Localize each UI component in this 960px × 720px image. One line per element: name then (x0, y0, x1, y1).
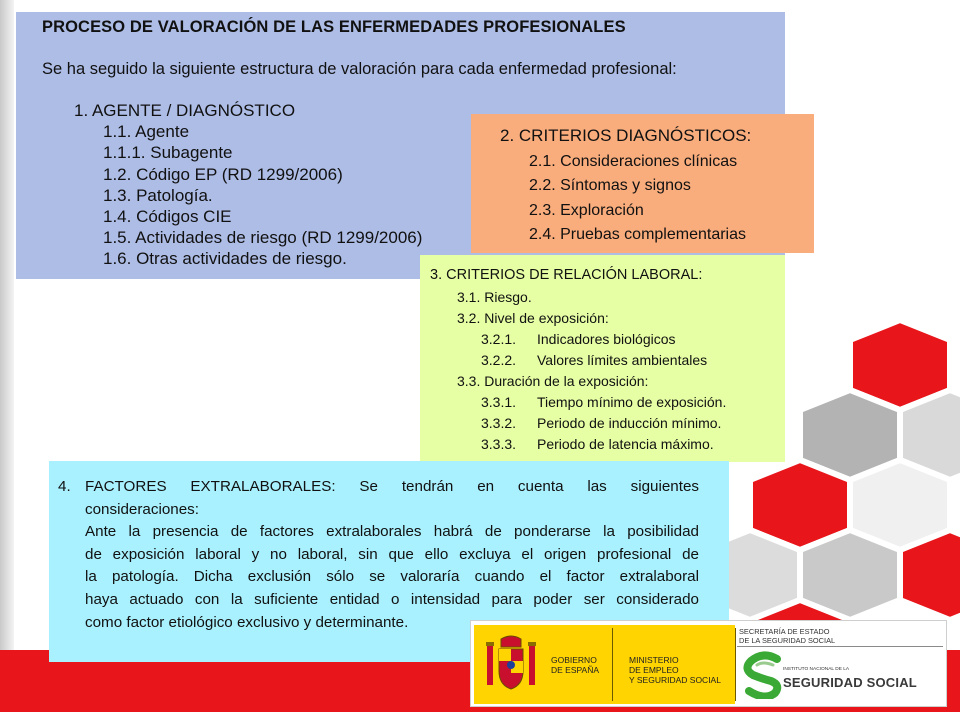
ministerio-line: DE EMPLEO (629, 665, 679, 675)
subitem-number: 3.3.3. (481, 436, 517, 452)
page-title: PROCESO DE VALORACIÓN DE LAS ENFERMEDADES PROFESIONALES (42, 18, 626, 36)
subitem-text: Valores límites ambientales (537, 352, 708, 368)
paragraph-line: de exposición laboral y no laboral, sin que ello excluya el origen profesional de (85, 545, 699, 563)
paragraph-line: consideraciones: (85, 500, 199, 518)
section3-subitem (481, 415, 721, 431)
seguridad-social-logo-icon (741, 649, 783, 699)
ministerio-line: Y SEGURIDAD SOCIAL (629, 675, 721, 685)
subitem-text: Indicadores biológicos (537, 331, 676, 347)
gobierno-line: GOBIERNO (551, 655, 597, 665)
section1-item: 1.6. Otras actividades de riesgo. (103, 249, 347, 268)
secretaria-text (739, 627, 835, 645)
section3-item: 3.1. Riesgo. (457, 289, 532, 305)
section1-item: 1.5. Actividades de riesgo (RD 1299/2006) (103, 228, 423, 247)
section2-item: 2.2. Síntomas y signos (529, 177, 691, 194)
section3-item: 3.2. Nivel de exposición: (457, 310, 609, 326)
section1-item: 1.2. Código EP (RD 1299/2006) (103, 165, 343, 184)
paragraph-line: Ante la presencia de factores extralaborales habrá de ponderarse la posibilidad (85, 523, 699, 541)
section3-subitem (481, 436, 714, 452)
subitem-number: 3.2.2. (481, 352, 517, 368)
section-criterios-relacion-laboral (420, 255, 785, 462)
ministerio-line: MINISTERIO (629, 655, 679, 665)
intro-text: Se ha seguido la siguiente estructura de valoración para cada enfermedad profesional: (42, 60, 677, 78)
section1-heading: 1. AGENTE / DIAGNÓSTICO (74, 101, 296, 120)
ministerio-text (629, 655, 721, 685)
section1-item: 1.1. Agente (103, 122, 190, 141)
section2-item: 2.1. Consideraciones clínicas (529, 153, 738, 170)
secretaria-line: SECRETARÍA DE ESTADO (739, 627, 830, 636)
instituto-text: INSTITUTO NACIONAL DE LA (783, 667, 850, 672)
subitem-number: 3.3.1. (481, 394, 517, 410)
section2-item: 2.3. Exploración (529, 202, 644, 219)
paragraph-line: la patología. Dicha exclusión sólo se valoraría cuando el factor extralaboral (85, 568, 699, 586)
section3-subitem (481, 394, 726, 410)
section-criterios-diagnosticos (471, 114, 814, 253)
subitem-number: 3.2.1. (481, 331, 517, 347)
section3-subitem (481, 331, 676, 347)
section3-subitem (481, 352, 707, 368)
seguridad-social-text: SEGURIDAD SOCIAL (783, 675, 917, 690)
left-shadow (0, 0, 14, 720)
section1-item: 1.3. Patología. (103, 186, 213, 205)
section4-number: 4. (58, 478, 71, 495)
subitem-text: Periodo de inducción mínimo. (537, 415, 722, 431)
section3-heading: 3. CRITERIOS DE RELACIÓN LABORAL: (430, 267, 703, 283)
logo-divider (735, 628, 736, 701)
section3-item: 3.3. Duración de la exposición: (457, 373, 649, 389)
subitem-number: 3.3.2. (481, 415, 517, 431)
government-logo-block (470, 620, 947, 707)
secretaria-line: DE LA SEGURIDAD SOCIAL (739, 636, 836, 646)
paragraph-line: como factor etiológico exclusivo y determinante. (85, 613, 409, 631)
paragraph-line: FACTORES EXTRALABORALES: Se tendrán en cuenta las siguientes (85, 478, 699, 495)
section2-heading: 2. CRITERIOS DIAGNÓSTICOS: (500, 126, 752, 145)
paragraph-line: haya actuado con la suficiente entidad o intensidad para poder ser considerado (85, 590, 699, 608)
section1-item: 1.1.1. Subagente (103, 143, 233, 162)
gobierno-text (551, 655, 599, 675)
coat-of-arms-icon (485, 635, 537, 693)
subitem-text: Periodo de latencia máximo. (537, 436, 714, 452)
secretaria-underline (737, 646, 943, 647)
section2-item: 2.4. Pruebas complementarias (529, 226, 746, 243)
gobierno-line: DE ESPAÑA (551, 665, 600, 675)
logo-divider (612, 628, 613, 701)
section1-item: 1.4. Códigos CIE (103, 207, 232, 226)
section4-paragraph (58, 476, 699, 634)
footer-white-strip (0, 712, 960, 720)
subitem-text: Tiempo mínimo de exposición. (537, 394, 727, 410)
